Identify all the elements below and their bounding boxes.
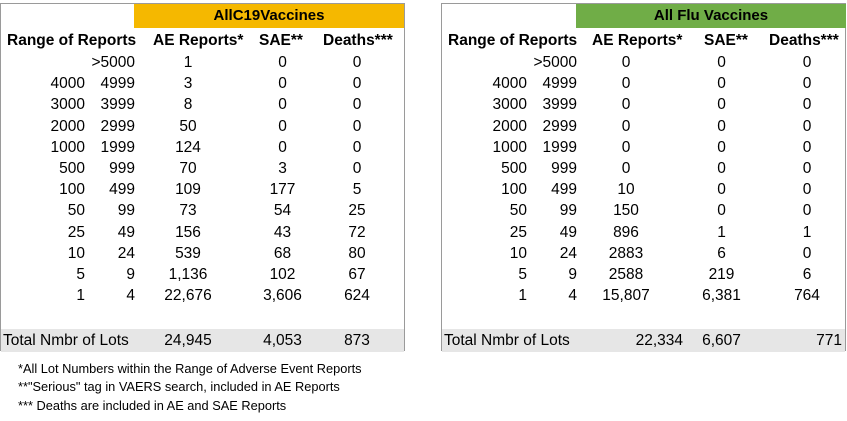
header-deaths: Deaths*** [323, 32, 393, 49]
sae-cell: 177 [269, 181, 296, 199]
range-low-cell: 500 [59, 160, 85, 177]
table-banner: AllC19Vaccines [134, 4, 404, 28]
deaths-cell: 764 [794, 287, 820, 305]
table-banner: All Flu Vaccines [576, 4, 846, 28]
range-high-cell: 24 [559, 244, 577, 262]
range-low-cell: 4000 [50, 75, 85, 93]
ae-reports-cell: 1,136 [168, 266, 208, 283]
deaths-cell: 0 [352, 138, 362, 156]
deaths-cell: 1 [802, 223, 812, 241]
range-high-cell: >5000 [533, 54, 577, 71]
sae-cell: 102 [269, 266, 296, 283]
range-low-cell: 50 [67, 202, 85, 220]
ae-reports-cell: 3 [183, 75, 193, 93]
header-deaths: Deaths*** [769, 32, 839, 49]
deaths-cell: 0 [802, 117, 812, 135]
deaths-cell: 80 [348, 244, 366, 262]
sae-cell: 219 [708, 266, 735, 283]
deaths-cell: 25 [348, 202, 366, 220]
range-low-cell: 100 [59, 181, 85, 199]
range-low-cell: 1000 [50, 138, 85, 156]
sae-cell: 0 [717, 117, 726, 135]
sae-cell: 0 [278, 75, 287, 93]
range-high-cell: 3999 [542, 96, 577, 114]
footnote-sae: **"Serious" tag in VAERS search, included in AE Reports [18, 379, 340, 395]
sae-cell: 43 [273, 223, 292, 241]
total-sae: 4,053 [263, 332, 302, 349]
ae-reports-cell: 50 [179, 117, 197, 135]
ae-reports-cell: 0 [621, 75, 631, 93]
ae-reports-cell: 0 [621, 160, 631, 177]
sae-cell: 0 [717, 75, 726, 93]
total-label: Total Nmbr of Lots [444, 332, 570, 349]
ae-reports-cell: 896 [613, 223, 639, 241]
header-ae-reports: AE Reports* [592, 32, 683, 49]
sae-cell: 3,606 [263, 287, 302, 305]
range-low-cell: 100 [501, 181, 527, 199]
sae-cell: 0 [278, 54, 287, 71]
sae-cell: 54 [273, 202, 292, 220]
range-low-cell [444, 52, 527, 73]
ae-reports-cell: 8 [183, 96, 193, 114]
range-high-cell: 49 [117, 223, 135, 241]
deaths-cell: 624 [344, 287, 370, 305]
ae-reports-cell: 2883 [608, 244, 644, 262]
range-high-cell: 1999 [100, 138, 135, 156]
range-high-cell: 499 [551, 181, 577, 199]
ae-reports-cell: 10 [617, 181, 635, 199]
range-low-cell: 25 [67, 223, 85, 241]
range-low-cell: 50 [509, 202, 527, 220]
range-low-cell: 1 [518, 287, 527, 305]
ae-reports-cell: 15,807 [602, 287, 650, 305]
range-high-cell: 3999 [100, 96, 135, 114]
total-ae-reports: 24,945 [164, 332, 212, 349]
range-high-cell: 2999 [100, 117, 135, 135]
deaths-cell: 0 [802, 160, 812, 177]
range-low-cell: 5 [76, 266, 85, 283]
sae-cell: 0 [717, 202, 726, 220]
header-ae-reports: AE Reports* [153, 32, 244, 49]
sae-cell: 1 [717, 223, 726, 241]
header-range: Range of Reports [448, 32, 578, 49]
sae-cell: 0 [278, 96, 287, 114]
deaths-cell: 0 [352, 54, 362, 71]
range-high-cell: 999 [551, 160, 577, 177]
total-sae: 6,607 [702, 332, 741, 349]
footnote-deaths: *** Deaths are included in AE and SAE Reports [18, 397, 287, 413]
deaths-cell: 72 [348, 223, 366, 241]
sae-cell: 68 [273, 244, 292, 262]
sae-cell: 0 [717, 160, 726, 177]
ae-reports-cell: 0 [621, 54, 631, 71]
sae-cell: 0 [278, 117, 287, 135]
range-low-cell: 5 [518, 266, 527, 283]
range-low-cell: 500 [501, 160, 527, 177]
sae-cell: 0 [717, 138, 726, 156]
range-high-cell: 24 [117, 244, 135, 262]
header-sae: SAE** [259, 32, 303, 49]
deaths-cell: 0 [802, 202, 812, 220]
ae-reports-cell: 0 [621, 96, 631, 114]
total-deaths: 873 [344, 332, 370, 349]
c19-vaccines-table [0, 3, 405, 351]
deaths-cell: 0 [802, 75, 812, 93]
range-low-cell: 10 [509, 244, 527, 262]
deaths-cell: 0 [352, 96, 362, 114]
deaths-cell: 67 [348, 266, 366, 283]
deaths-cell: 0 [802, 96, 812, 114]
range-low-cell: 3000 [492, 96, 527, 114]
range-high-cell: 4 [126, 287, 135, 305]
range-low-cell: 3000 [50, 96, 85, 114]
range-low-cell: 4000 [492, 75, 527, 93]
deaths-cell: 5 [352, 181, 362, 199]
header-range: Range of Reports [7, 32, 137, 49]
sae-cell: 0 [278, 138, 287, 156]
range-high-cell: 4999 [542, 75, 577, 93]
range-high-cell: 99 [559, 202, 577, 220]
deaths-cell: 0 [802, 54, 812, 71]
range-high-cell: 99 [117, 202, 135, 220]
sae-cell: 6 [717, 244, 726, 262]
range-low-cell: 2000 [50, 117, 85, 135]
range-high-cell: 49 [559, 223, 577, 241]
range-high-cell: 2999 [542, 117, 577, 135]
deaths-cell: 0 [802, 244, 812, 262]
sae-cell: 3 [278, 160, 287, 177]
range-low-cell: 1000 [492, 138, 527, 156]
footnotes [18, 360, 362, 415]
ae-reports-cell: 0 [621, 117, 631, 135]
sae-cell: 0 [717, 54, 726, 71]
header-sae: SAE** [704, 32, 748, 49]
range-high-cell: 9 [568, 266, 577, 283]
deaths-cell: 0 [352, 160, 362, 177]
deaths-cell: 0 [802, 181, 812, 199]
ae-reports-cell: 73 [179, 202, 197, 220]
ae-reports-cell: 124 [175, 138, 201, 156]
range-low-cell: 2000 [492, 117, 527, 135]
sae-cell: 0 [717, 96, 726, 114]
ae-reports-cell: 156 [175, 223, 201, 241]
footnote-ae: *All Lot Numbers within the Range of Adverse Event Reports [18, 361, 362, 376]
ae-reports-cell: 109 [175, 181, 201, 199]
sae-cell: 0 [717, 181, 726, 199]
range-low-cell: 10 [67, 244, 85, 262]
range-high-cell: 9 [126, 266, 135, 283]
range-high-cell: 499 [109, 181, 135, 199]
range-low-cell [3, 52, 85, 73]
range-low-cell: 1 [76, 287, 85, 305]
deaths-cell: 0 [352, 75, 362, 93]
ae-reports-cell: 539 [175, 244, 201, 262]
flu-vaccines-table [441, 3, 846, 351]
ae-reports-cell: 150 [613, 202, 639, 220]
range-high-cell: 4 [568, 287, 577, 305]
deaths-cell: 6 [802, 266, 812, 283]
deaths-cell: 0 [352, 117, 362, 135]
sae-cell: 6,381 [702, 287, 741, 305]
deaths-cell: 0 [802, 138, 812, 156]
range-high-cell: 4999 [100, 75, 135, 93]
range-high-cell: 999 [109, 160, 135, 177]
range-high-cell: 1999 [542, 138, 577, 156]
ae-reports-cell: 2588 [608, 266, 644, 283]
ae-reports-cell: 0 [621, 138, 631, 156]
range-low-cell: 25 [509, 223, 527, 241]
total-label: Total Nmbr of Lots [3, 332, 129, 349]
ae-reports-cell: 70 [179, 160, 197, 177]
ae-reports-cell: 22,676 [164, 287, 212, 305]
total-ae-reports: 22,334 [635, 332, 683, 349]
ae-reports-cell: 1 [183, 54, 193, 71]
range-high-cell: >5000 [91, 54, 135, 71]
total-deaths: 771 [816, 332, 842, 349]
